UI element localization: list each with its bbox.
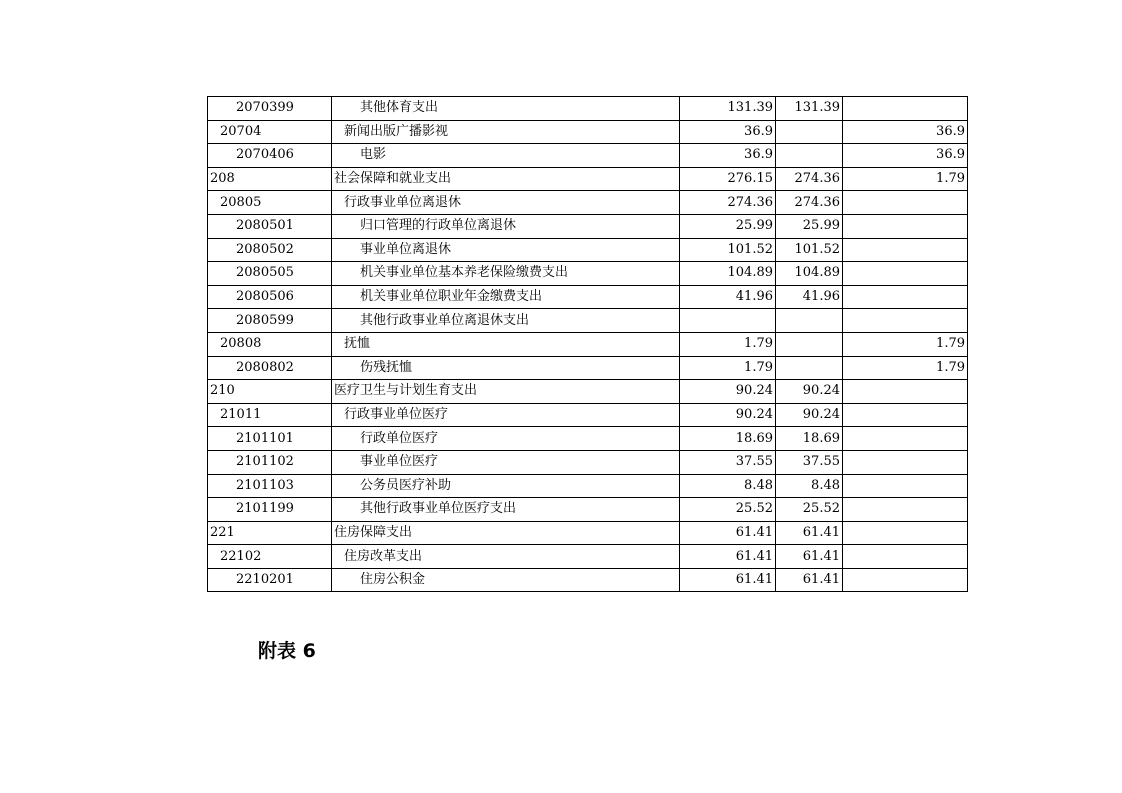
name-cell: 其他行政事业单位医疗支出: [332, 498, 680, 522]
total-cell: 41.96: [680, 285, 776, 309]
total-cell: 61.41: [680, 568, 776, 592]
name-cell: 其他行政事业单位离退休支出: [332, 309, 680, 333]
name-cell: 公务员医疗补助: [332, 474, 680, 498]
basic-cell: 37.55: [776, 450, 843, 474]
total-cell: 61.41: [680, 521, 776, 545]
code-cell: 210: [208, 380, 332, 404]
name-cell: 归口管理的行政单位离退休: [332, 214, 680, 238]
name-cell: 事业单位离退休: [332, 238, 680, 262]
project-cell: 1.79: [843, 332, 968, 356]
appendix-label: 附表 6: [258, 640, 316, 662]
table-row: [208, 262, 968, 286]
table-row: [208, 167, 968, 191]
name-cell: 事业单位医疗: [332, 450, 680, 474]
total-cell: 37.55: [680, 450, 776, 474]
project-cell: 1.79: [843, 356, 968, 380]
table-row: [208, 332, 968, 356]
code-cell: 2070399: [208, 97, 332, 121]
name-cell: 行政事业单位离退休: [332, 191, 680, 215]
basic-cell: 18.69: [776, 427, 843, 451]
basic-cell: [776, 144, 843, 168]
code-cell: 2080505: [208, 262, 332, 286]
code-cell: 2080501: [208, 214, 332, 238]
name-cell: 住房改革支出: [332, 545, 680, 569]
table-row: [208, 380, 968, 404]
code-cell: 22102: [208, 545, 332, 569]
project-cell: [843, 427, 968, 451]
basic-cell: 274.36: [776, 191, 843, 215]
project-cell: [843, 191, 968, 215]
name-cell: 抚恤: [332, 332, 680, 356]
total-cell: 274.36: [680, 191, 776, 215]
code-cell: 2101199: [208, 498, 332, 522]
code-cell: 2080502: [208, 238, 332, 262]
project-cell: [843, 545, 968, 569]
project-cell: [843, 450, 968, 474]
basic-cell: 41.96: [776, 285, 843, 309]
table-row: [208, 521, 968, 545]
code-cell: 2080802: [208, 356, 332, 380]
table-row: [208, 545, 968, 569]
project-cell: [843, 309, 968, 333]
name-cell: 电影: [332, 144, 680, 168]
basic-cell: [776, 332, 843, 356]
code-cell: 20808: [208, 332, 332, 356]
basic-cell: [776, 120, 843, 144]
code-cell: 20704: [208, 120, 332, 144]
code-cell: 2210201: [208, 568, 332, 592]
code-cell: 20805: [208, 191, 332, 215]
basic-cell: 104.89: [776, 262, 843, 286]
total-cell: 61.41: [680, 545, 776, 569]
project-cell: 36.9: [843, 144, 968, 168]
total-cell: 1.79: [680, 356, 776, 380]
code-cell: 2101102: [208, 450, 332, 474]
total-cell: 90.24: [680, 403, 776, 427]
table-row: [208, 120, 968, 144]
name-cell: 机关事业单位职业年金缴费支出: [332, 285, 680, 309]
project-cell: [843, 262, 968, 286]
name-cell: 新闻出版广播影视: [332, 120, 680, 144]
total-cell: 36.9: [680, 144, 776, 168]
code-cell: 221: [208, 521, 332, 545]
project-cell: [843, 474, 968, 498]
table-row: [208, 214, 968, 238]
project-cell: [843, 403, 968, 427]
code-cell: 2101101: [208, 427, 332, 451]
total-cell: 276.15: [680, 167, 776, 191]
name-cell: 住房公积金: [332, 568, 680, 592]
code-cell: 2080599: [208, 309, 332, 333]
project-cell: [843, 568, 968, 592]
total-cell: 18.69: [680, 427, 776, 451]
basic-cell: 25.99: [776, 214, 843, 238]
project-cell: [843, 521, 968, 545]
basic-cell: [776, 309, 843, 333]
name-cell: 其他体育支出: [332, 97, 680, 121]
name-cell: 伤残抚恤: [332, 356, 680, 380]
code-cell: 208: [208, 167, 332, 191]
name-cell: 行政事业单位医疗: [332, 403, 680, 427]
code-cell: 21011: [208, 403, 332, 427]
basic-cell: 90.24: [776, 380, 843, 404]
basic-cell: 8.48: [776, 474, 843, 498]
name-cell: 社会保障和就业支出: [332, 167, 680, 191]
name-cell: 机关事业单位基本养老保险缴费支出: [332, 262, 680, 286]
total-cell: 104.89: [680, 262, 776, 286]
table-row: [208, 474, 968, 498]
total-cell: 36.9: [680, 120, 776, 144]
basic-cell: 90.24: [776, 403, 843, 427]
table-row: [208, 356, 968, 380]
table-row: [208, 97, 968, 121]
project-cell: [843, 498, 968, 522]
table-row: [208, 191, 968, 215]
basic-cell: 101.52: [776, 238, 843, 262]
total-cell: [680, 309, 776, 333]
code-cell: 2101103: [208, 474, 332, 498]
project-cell: [843, 97, 968, 121]
total-cell: 131.39: [680, 97, 776, 121]
code-cell: 2080506: [208, 285, 332, 309]
table-row: [208, 144, 968, 168]
basic-cell: [776, 356, 843, 380]
project-cell: 36.9: [843, 120, 968, 144]
table-row: [208, 238, 968, 262]
basic-cell: 61.41: [776, 521, 843, 545]
table-row: [208, 568, 968, 592]
name-cell: 住房保障支出: [332, 521, 680, 545]
basic-cell: 25.52: [776, 498, 843, 522]
name-cell: 行政单位医疗: [332, 427, 680, 451]
code-cell: 2070406: [208, 144, 332, 168]
project-cell: [843, 380, 968, 404]
total-cell: 25.52: [680, 498, 776, 522]
project-cell: [843, 214, 968, 238]
table-row: [208, 285, 968, 309]
basic-cell: 131.39: [776, 97, 843, 121]
table-row: [208, 427, 968, 451]
budget-table: [207, 96, 968, 592]
table-row: [208, 498, 968, 522]
table-row: [208, 403, 968, 427]
basic-cell: 61.41: [776, 568, 843, 592]
basic-cell: 61.41: [776, 545, 843, 569]
total-cell: 90.24: [680, 380, 776, 404]
project-cell: 1.79: [843, 167, 968, 191]
project-cell: [843, 238, 968, 262]
total-cell: 8.48: [680, 474, 776, 498]
project-cell: [843, 285, 968, 309]
basic-cell: 274.36: [776, 167, 843, 191]
budget-table-body: [208, 97, 968, 592]
table-row: [208, 309, 968, 333]
total-cell: 1.79: [680, 332, 776, 356]
total-cell: 101.52: [680, 238, 776, 262]
total-cell: 25.99: [680, 214, 776, 238]
table-row: [208, 450, 968, 474]
name-cell: 医疗卫生与计划生育支出: [332, 380, 680, 404]
